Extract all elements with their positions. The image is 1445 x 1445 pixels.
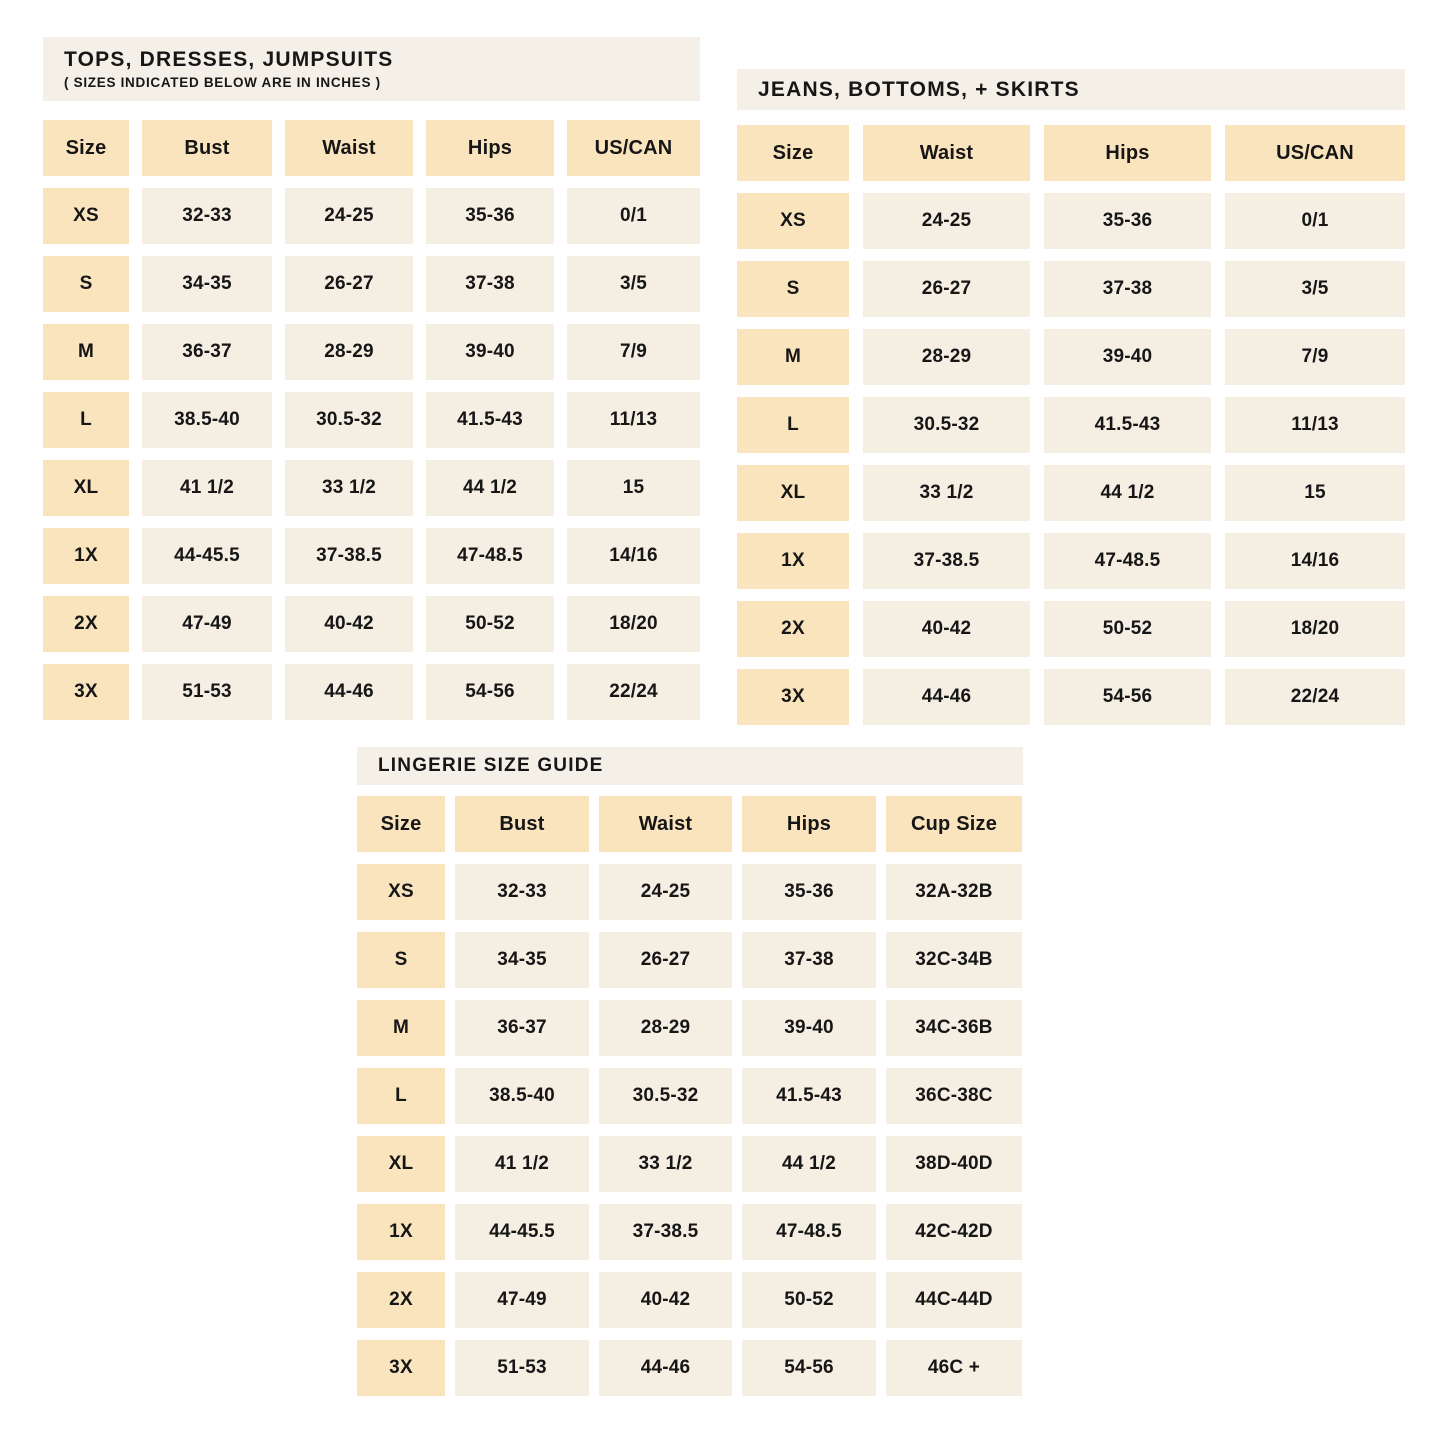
size-cell: 1X xyxy=(737,533,849,589)
value-cell: 32-33 xyxy=(455,864,589,920)
value-cell: 34C-36B xyxy=(886,1000,1022,1056)
column-header-cell: Bust xyxy=(455,796,589,852)
lingerie-size-table xyxy=(357,796,1023,1396)
value-cell: 40-42 xyxy=(285,596,413,652)
tops-subtitle: ( SIZES INDICATED BELOW ARE IN INCHES ) xyxy=(64,75,381,91)
value-cell: 39-40 xyxy=(742,1000,876,1056)
value-cell: 47-49 xyxy=(455,1272,589,1328)
size-cell: 1X xyxy=(43,528,129,584)
tops-title-banner xyxy=(43,37,700,101)
value-cell: 35-36 xyxy=(1044,193,1211,249)
size-cell: XS xyxy=(43,188,129,244)
value-cell: 54-56 xyxy=(1044,669,1211,725)
size-cell: 2X xyxy=(43,596,129,652)
value-cell: 44-46 xyxy=(599,1340,732,1396)
value-cell: 3/5 xyxy=(1225,261,1405,317)
value-cell: 0/1 xyxy=(1225,193,1405,249)
value-cell: 42C-42D xyxy=(886,1204,1022,1260)
value-cell: 36-37 xyxy=(455,1000,589,1056)
value-cell: 44C-44D xyxy=(886,1272,1022,1328)
size-cell: 3X xyxy=(357,1340,445,1396)
value-cell: 50-52 xyxy=(742,1272,876,1328)
size-cell: XL xyxy=(43,460,129,516)
value-cell: 15 xyxy=(1225,465,1405,521)
value-cell: 41.5-43 xyxy=(1044,397,1211,453)
value-cell: 41 1/2 xyxy=(142,460,272,516)
value-cell: 22/24 xyxy=(567,664,700,720)
value-cell: 28-29 xyxy=(599,1000,732,1056)
value-cell: 41.5-43 xyxy=(426,392,554,448)
value-cell: 11/13 xyxy=(567,392,700,448)
value-cell: 41 1/2 xyxy=(455,1136,589,1192)
size-cell: S xyxy=(737,261,849,317)
column-header-cell: US/CAN xyxy=(567,120,700,176)
value-cell: 18/20 xyxy=(567,596,700,652)
value-cell: 44-46 xyxy=(863,669,1030,725)
value-cell: 15 xyxy=(567,460,700,516)
size-cell: M xyxy=(357,1000,445,1056)
value-cell: 39-40 xyxy=(426,324,554,380)
size-cell: S xyxy=(357,932,445,988)
value-cell: 30.5-32 xyxy=(599,1068,732,1124)
value-cell: 35-36 xyxy=(742,864,876,920)
value-cell: 40-42 xyxy=(863,601,1030,657)
value-cell: 50-52 xyxy=(1044,601,1211,657)
value-cell: 37-38 xyxy=(426,256,554,312)
value-cell: 47-48.5 xyxy=(426,528,554,584)
value-cell: 30.5-32 xyxy=(285,392,413,448)
lingerie-title: LINGERIE SIZE GUIDE xyxy=(378,754,604,776)
value-cell: 18/20 xyxy=(1225,601,1405,657)
value-cell: 33 1/2 xyxy=(285,460,413,516)
column-header-cell: Hips xyxy=(1044,125,1211,181)
value-cell: 44 1/2 xyxy=(1044,465,1211,521)
column-header-cell: Cup Size xyxy=(886,796,1022,852)
value-cell: 40-42 xyxy=(599,1272,732,1328)
value-cell: 7/9 xyxy=(1225,329,1405,385)
value-cell: 3/5 xyxy=(567,256,700,312)
value-cell: 32A-32B xyxy=(886,864,1022,920)
jeans-title: JEANS, BOTTOMS, + SKIRTS xyxy=(758,77,1080,101)
lingerie-title-banner xyxy=(357,747,1023,785)
size-cell: 3X xyxy=(737,669,849,725)
value-cell: 54-56 xyxy=(742,1340,876,1396)
size-cell: L xyxy=(43,392,129,448)
size-cell: XS xyxy=(357,864,445,920)
value-cell: 26-27 xyxy=(599,932,732,988)
size-cell: M xyxy=(43,324,129,380)
size-cell: M xyxy=(737,329,849,385)
value-cell: 37-38.5 xyxy=(285,528,413,584)
size-cell: L xyxy=(357,1068,445,1124)
column-header-cell: Hips xyxy=(742,796,876,852)
value-cell: 54-56 xyxy=(426,664,554,720)
size-cell: XL xyxy=(737,465,849,521)
value-cell: 33 1/2 xyxy=(863,465,1030,521)
value-cell: 46C + xyxy=(886,1340,1022,1396)
value-cell: 44 1/2 xyxy=(742,1136,876,1192)
value-cell: 41.5-43 xyxy=(742,1068,876,1124)
column-header-cell: Waist xyxy=(285,120,413,176)
value-cell: 44-46 xyxy=(285,664,413,720)
size-cell: 3X xyxy=(43,664,129,720)
value-cell: 44 1/2 xyxy=(426,460,554,516)
size-cell: L xyxy=(737,397,849,453)
value-cell: 33 1/2 xyxy=(599,1136,732,1192)
value-cell: 24-25 xyxy=(599,864,732,920)
value-cell: 51-53 xyxy=(455,1340,589,1396)
value-cell: 26-27 xyxy=(285,256,413,312)
value-cell: 32-33 xyxy=(142,188,272,244)
value-cell: 37-38.5 xyxy=(863,533,1030,589)
value-cell: 38D-40D xyxy=(886,1136,1022,1192)
value-cell: 47-49 xyxy=(142,596,272,652)
column-header-cell: Waist xyxy=(863,125,1030,181)
size-cell: 2X xyxy=(737,601,849,657)
value-cell: 51-53 xyxy=(142,664,272,720)
value-cell: 0/1 xyxy=(567,188,700,244)
value-cell: 28-29 xyxy=(285,324,413,380)
value-cell: 14/16 xyxy=(567,528,700,584)
jeans-size-table-section xyxy=(737,69,1405,725)
lingerie-size-table-section xyxy=(357,747,1023,1396)
value-cell: 24-25 xyxy=(863,193,1030,249)
tops-size-table xyxy=(43,120,700,720)
value-cell: 47-48.5 xyxy=(1044,533,1211,589)
value-cell: 37-38.5 xyxy=(599,1204,732,1260)
jeans-title-banner xyxy=(737,69,1405,110)
value-cell: 14/16 xyxy=(1225,533,1405,589)
size-cell: S xyxy=(43,256,129,312)
value-cell: 37-38 xyxy=(1044,261,1211,317)
value-cell: 37-38 xyxy=(742,932,876,988)
jeans-size-table xyxy=(737,125,1405,725)
value-cell: 34-35 xyxy=(142,256,272,312)
value-cell: 28-29 xyxy=(863,329,1030,385)
value-cell: 44-45.5 xyxy=(142,528,272,584)
value-cell: 35-36 xyxy=(426,188,554,244)
value-cell: 44-45.5 xyxy=(455,1204,589,1260)
tops-size-table-section xyxy=(43,37,700,720)
value-cell: 38.5-40 xyxy=(142,392,272,448)
column-header-cell: Size xyxy=(737,125,849,181)
value-cell: 7/9 xyxy=(567,324,700,380)
value-cell: 11/13 xyxy=(1225,397,1405,453)
column-header-cell: Size xyxy=(43,120,129,176)
value-cell: 36-37 xyxy=(142,324,272,380)
value-cell: 26-27 xyxy=(863,261,1030,317)
size-cell: 2X xyxy=(357,1272,445,1328)
value-cell: 47-48.5 xyxy=(742,1204,876,1260)
column-header-cell: Size xyxy=(357,796,445,852)
value-cell: 24-25 xyxy=(285,188,413,244)
column-header-cell: Hips xyxy=(426,120,554,176)
size-cell: 1X xyxy=(357,1204,445,1260)
value-cell: 22/24 xyxy=(1225,669,1405,725)
value-cell: 30.5-32 xyxy=(863,397,1030,453)
value-cell: 36C-38C xyxy=(886,1068,1022,1124)
value-cell: 38.5-40 xyxy=(455,1068,589,1124)
column-header-cell: US/CAN xyxy=(1225,125,1405,181)
value-cell: 32C-34B xyxy=(886,932,1022,988)
size-cell: XS xyxy=(737,193,849,249)
value-cell: 34-35 xyxy=(455,932,589,988)
value-cell: 39-40 xyxy=(1044,329,1211,385)
column-header-cell: Bust xyxy=(142,120,272,176)
tops-title: TOPS, DRESSES, JUMPSUITS xyxy=(64,48,394,71)
size-cell: XL xyxy=(357,1136,445,1192)
column-header-cell: Waist xyxy=(599,796,732,852)
value-cell: 50-52 xyxy=(426,596,554,652)
